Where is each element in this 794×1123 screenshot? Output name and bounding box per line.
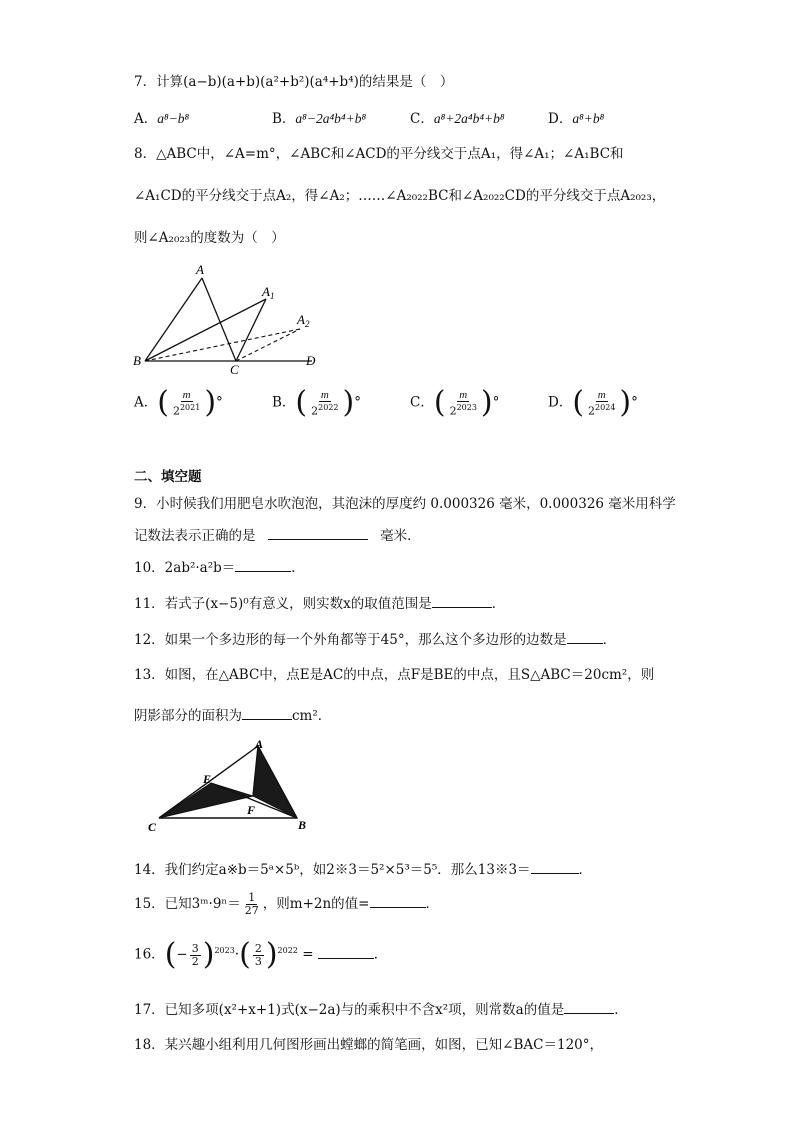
- q13-label-c: C: [148, 820, 157, 833]
- q13-label-e: E: [203, 772, 212, 786]
- q8-line-ba2: [145, 329, 300, 361]
- q10-line: 10．2ab²·a²b＝ ．: [134, 557, 305, 577]
- q8-option-b: B．( $\frac{m}{2^{2022}}$ )°: [272, 385, 361, 420]
- q8-label-a: A: [196, 262, 204, 277]
- q13-shaded-left: [159, 783, 256, 818]
- q17-answer-blank[interactable]: [564, 999, 614, 1014]
- q8-triangle-figure: [130, 262, 330, 377]
- q9-line1: 9．小时候我们用肥皂水吹泡泡，其泡沫的厚度约 0.000326 毫米，0.000326 毫米用科学: [134, 496, 676, 512]
- q11-answer-blank[interactable]: [432, 593, 492, 608]
- q15-answer-blank[interactable]: [370, 893, 426, 908]
- q13-answer-blank[interactable]: [242, 705, 292, 720]
- q8-label-c: C: [230, 362, 239, 377]
- q13-line2: 阴影部分的面积为 cm²．: [134, 705, 331, 725]
- q8-option-c: C．( $\frac{m}{2^{2023}}$ )°: [410, 385, 500, 420]
- q9-answer-blank[interactable]: [268, 525, 368, 540]
- q16-answer-blank[interactable]: [318, 944, 374, 959]
- q8-line-ba: [145, 278, 202, 361]
- q16-line: 16．(− $\frac{3}{2}$ )$^{2023}$·( $\frac{2}{3}$ )$^{2022}$ = ．: [134, 937, 388, 972]
- q8-option-a: A．( $\frac{m}{2^{2021}}$ )°: [134, 385, 223, 420]
- q8-line-ba1: [145, 299, 266, 361]
- q13-label-b: B: [298, 818, 307, 832]
- q14-line: 14．我们约定a※b＝5ᵃ×5ᵇ，如2※3＝5²×5³＝5⁵．那么13※3＝ ．: [134, 859, 592, 879]
- q11-line: 11．若式子(x−5)⁰有意义，则实数x的取值范围是 ．: [134, 593, 505, 613]
- q8-label-a2: $A_2$: [297, 312, 310, 329]
- q8-option-d: D．( $\frac{m}{2^{2024}}$ )°: [548, 385, 638, 420]
- q15-line: 15．已知3ᵐ·9ⁿ＝ $\frac{1}{27}$ ，则m+2n的值= ．: [134, 891, 439, 917]
- q8-label-b: B: [133, 353, 141, 368]
- q13-line1: 13．如图，在△ABC中，点E是AC的中点，点F是BE的中点，且S△ABC＝20cm²，则: [134, 667, 655, 683]
- q7-option-d: D．a⁸+b⁸: [548, 111, 605, 127]
- q10-answer-blank[interactable]: [235, 557, 291, 572]
- q8-line3: 则∠A₂₀₂₃的度数为（ ）: [134, 230, 285, 246]
- q13-label-a: A: [255, 738, 264, 751]
- q13-label-f: F: [247, 803, 256, 817]
- q8-label-a1: $A_1$: [262, 284, 275, 301]
- q7-option-a: A．a⁸−b⁸: [134, 111, 190, 127]
- section-title: 二、填空题: [134, 469, 202, 485]
- q8-line-ca1: [236, 299, 266, 361]
- q8-label-d: D: [306, 353, 316, 368]
- q18-line: 18．某兴趣小组利用几何图形画出螳螂的简笔画，如图，已知∠BAC＝120°，: [134, 1037, 604, 1053]
- q7-stem: 7．计算(a−b)(a+b)(a²+b²)(a⁴+b⁴)的结果是（ ）: [134, 74, 454, 90]
- q12-answer-blank[interactable]: [567, 629, 603, 644]
- q7-option-c: C．a⁸+2a⁴b⁴+b⁸: [410, 111, 505, 127]
- q12-line: 12．如果一个多边形的每一个外角都等于45°，那么这个多边形的边数是 ．: [134, 629, 616, 649]
- q8-line-ca2: [236, 329, 300, 361]
- q17-line: 17．已知多项(x²+x+1)式(x−2a)与的乘积中不含x²项，则常数a的值是 ．: [134, 999, 628, 1019]
- q13-triangle-figure: [145, 738, 315, 833]
- q14-answer-blank[interactable]: [531, 859, 579, 874]
- q8-line1: 8．△ABC中，∠A=m°，∠ABC和∠ACD的平分线交于点A₁，得∠A₁；∠A₁BC和: [134, 146, 624, 162]
- q9-line2: 记数法表示正确的是 毫米．: [134, 525, 421, 545]
- q7-option-b: B．a⁸−2a⁴b⁴+b⁸: [272, 111, 367, 127]
- q8-line2: ∠A₁CD的平分线交于点A₂，得∠A₂；……∠A₂₀₂₂BC和∠A₂₀₂₂CD的平分线交于点A₂₀₂₃，: [134, 188, 666, 204]
